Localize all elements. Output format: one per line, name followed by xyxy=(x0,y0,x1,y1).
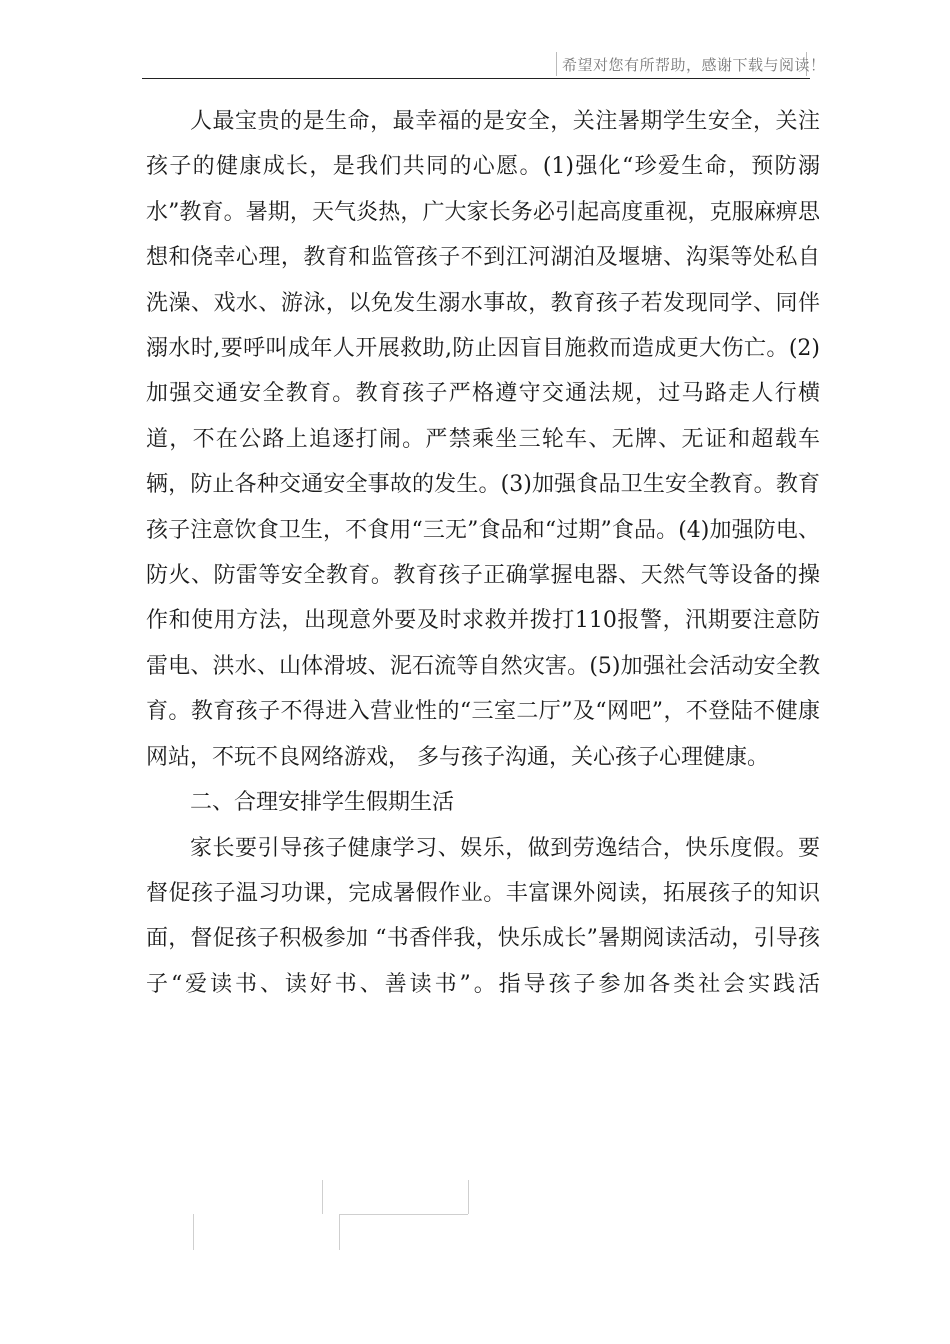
header-rule xyxy=(142,78,810,79)
corner-mark-vertical-3 xyxy=(193,1214,194,1250)
corner-mark-vertical-1 xyxy=(322,1180,323,1214)
corner-mark-vertical-2 xyxy=(468,1180,469,1214)
section-heading: 二、合理安排学生假期生活 xyxy=(190,790,455,816)
corner-mark-horizontal xyxy=(340,1214,468,1215)
paragraph-safety: 人最宝贵的是生命，最幸福的是安全，关注暑期学生安全，关注孩子的健康成长，是我们共同的心愿。(1)强化“珍爱生命，预防溺水”教育。暑期，天气炎热，广大家长务必引起高度重视，克服麻痹思想和侥幸心理，教育和监管孩子不到江河湖泊及堰塘、沟渠等处私自洗澡、戏水、游泳，以免发生溺水事故，教育孩子若发现同学、同伴溺水时,要呼叫成年人开展救助,防止因盲目施救而造成更大伤亡。(2)加强交通安全教育。教育孩子严格遵守交通法规，过马路走人行横道，不在公路上追逐打闹。严禁乘坐三轮车、无牌、无证和超载车辆，防止各种交通安全事故的发生。(3)加强食品卫生安全教育。教育孩子注意饮食卫生，不食用“三无”食品和“过期”食品。(4)加强防电、防火、防雷等安全教育。教育孩子正确掌握电器、天然气等设备的操作和使用方法，出现意外要及时求救并拨打110报警，汛期要注意防雷电、洪水、山体滑坡、泥石流等自然灾害。(5)加强社会活动安全教育。教育孩子不得进入营业性的“三室二厅”及“网吧”，不登陆不健康网站，不玩不良网络游戏， 多与孩子沟通，关心孩子心理健康。 xyxy=(146,109,820,770)
header-watermark-text: 希望对您有所帮助，感谢下载与阅读！ xyxy=(562,56,826,74)
paragraph-vacation-life: 家长要引导孩子健康学习、娱乐，做到劳逸结合，快乐度假。要督促孩子温习功课，完成暑假作业。丰富课外阅读，拓展孩子的知识面，督促孩子积极参加 “书香伴我，快乐成长”暑期阅读活动，引导孩子“爱读书、读好书、善读书”。指导孩子参加各类社会实践活 xyxy=(146,835,820,997)
document-body xyxy=(146,99,820,1007)
corner-mark-vertical-4 xyxy=(339,1214,340,1250)
